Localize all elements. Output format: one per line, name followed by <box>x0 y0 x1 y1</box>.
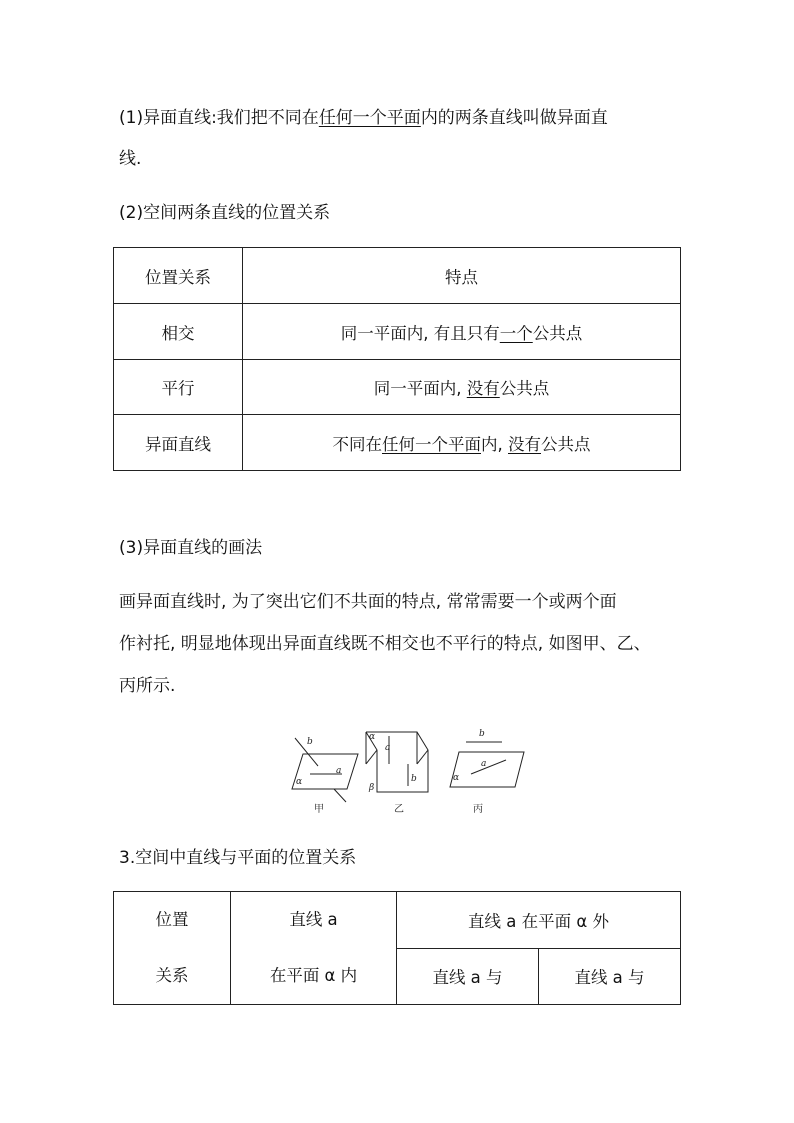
definition-text: (1)异面直线:我们把不同在 <box>119 108 319 128</box>
table-row <box>114 415 681 471</box>
label-b-jia: b <box>307 737 313 747</box>
line-in-plane-cell <box>231 892 397 1005</box>
table-row <box>114 360 681 415</box>
label-alpha-yi: α <box>369 732 376 742</box>
table-header-row <box>114 248 681 304</box>
definition-text-end: 内的两条直线叫做异面直 <box>420 108 608 128</box>
row-name: 异面直线 <box>114 415 243 471</box>
section4-title: 3.空间中直线与平面的位置关系 <box>119 848 357 868</box>
header-feature: 特点 <box>243 248 681 304</box>
cell-text: 在平面 α 内 <box>269 966 358 985</box>
body-line-2: 作衬托, 明显地体现出异面直线既不相交也不平行的特点, 如图甲、乙、 <box>119 634 651 654</box>
row-name: 平行 <box>114 360 243 415</box>
table-row <box>114 304 681 360</box>
section3-title: (3)异面直线的画法 <box>119 538 263 558</box>
definition-line-2: 线. <box>119 149 142 169</box>
subheader-cell: 直线 a 与 <box>539 948 681 1005</box>
line-a-bing <box>471 760 506 774</box>
caption-bing: 丙 <box>473 804 483 815</box>
cell-text: 直线 a <box>289 910 338 929</box>
cell-text: 关系 <box>155 966 189 985</box>
label-alpha-jia: α <box>296 777 303 787</box>
relation-table <box>113 247 681 471</box>
label-a-yi: a <box>385 743 391 753</box>
row-feature: 同一平面内, 有且只有一个公共点 <box>243 304 681 360</box>
label-alpha-bing: α <box>453 773 460 783</box>
subheader-cell: 直线 a 与 <box>397 948 539 1005</box>
label-beta-yi: β <box>369 783 375 793</box>
plane-bing <box>450 752 524 787</box>
body-line-3: 丙所示. <box>119 676 176 696</box>
row-feature: 同一平面内, 没有公共点 <box>243 360 681 415</box>
definition-line-1 <box>119 106 608 130</box>
row-feature: 不同在任何一个平面内, 没有公共点 <box>243 415 681 471</box>
caption-jia: 甲 <box>314 804 324 815</box>
section2-title: (2)空间两条直线的位置关系 <box>119 203 331 223</box>
definition-underlined: 任何一个平面 <box>318 108 421 128</box>
body-line-1: 画异面直线时, 为了突出它们不共面的特点, 常常需要一个或两个面 <box>119 592 617 612</box>
label-a-bing: a <box>481 759 487 769</box>
line-b-jia-lower <box>334 789 346 802</box>
caption-yi: 乙 <box>394 804 404 815</box>
position-relation-cell <box>114 892 231 1005</box>
line-outside-plane-header: 直线 a 在平面 α 外 <box>397 892 681 949</box>
row-name: 相交 <box>114 304 243 360</box>
label-b-bing: b <box>479 729 485 739</box>
cell-text: 位置 <box>155 910 189 929</box>
skew-lines-figure <box>280 722 530 822</box>
line-plane-table <box>113 891 681 1005</box>
header-position: 位置关系 <box>114 248 243 304</box>
label-b-yi: b <box>411 774 417 784</box>
label-a-jia: a <box>336 766 342 776</box>
